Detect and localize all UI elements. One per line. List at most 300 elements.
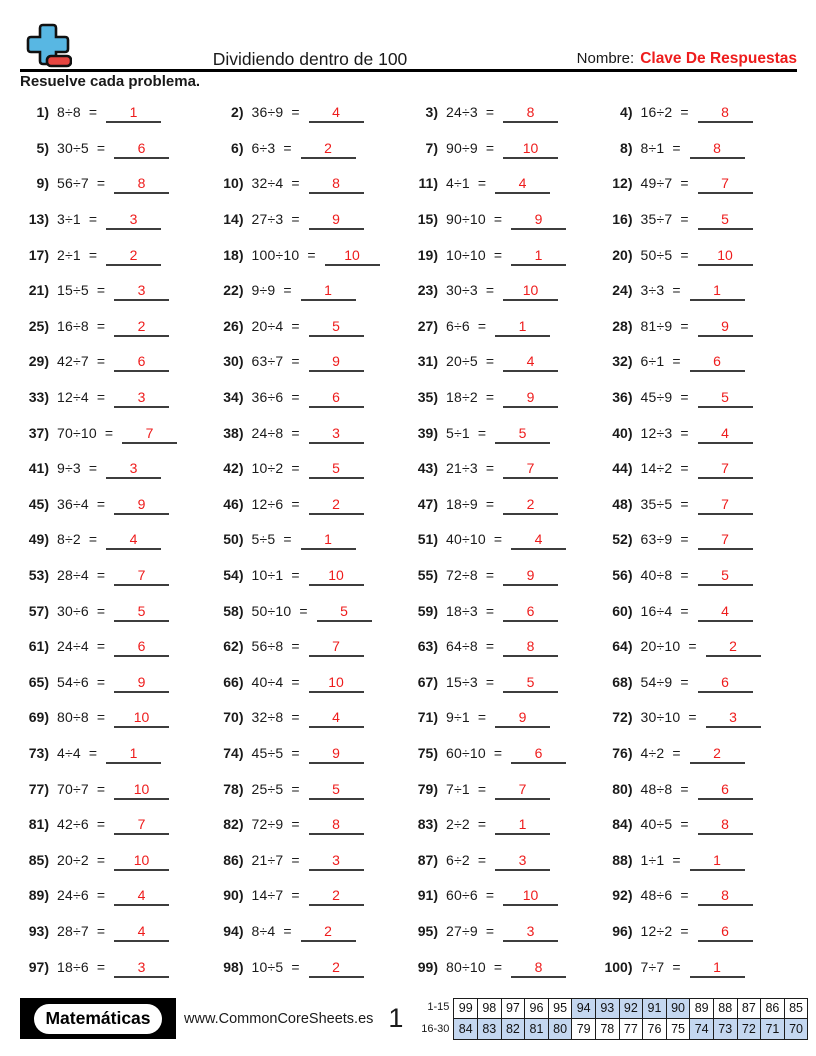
problem-number: 79) — [417, 780, 438, 797]
footer — [20, 997, 808, 1040]
score-cell: 74 — [690, 1019, 714, 1040]
score-cell: 82 — [501, 1019, 525, 1040]
problem-number: 61) — [28, 638, 49, 655]
answer-blank — [106, 531, 161, 550]
answer-blank — [309, 959, 364, 978]
problem-expression: 10÷1 — [251, 567, 284, 584]
problem-number: 52) — [612, 531, 633, 548]
score-table-body — [454, 998, 808, 1039]
answer-value: 7 — [721, 460, 729, 477]
equals-sign: = — [96, 175, 106, 192]
answer-blank — [114, 781, 169, 800]
name-row — [577, 50, 797, 68]
problem-expression: 32÷4 — [251, 175, 284, 192]
problem-item — [215, 175, 410, 194]
equals-sign: = — [485, 389, 495, 406]
answer-blank — [325, 247, 380, 266]
problem-item — [215, 531, 410, 550]
equals-sign: = — [485, 602, 495, 619]
answer-blank — [495, 781, 550, 800]
answer-blank — [106, 104, 161, 123]
answer-value: 7 — [721, 495, 729, 512]
problem-number: 12) — [612, 175, 633, 192]
answer-value: 3 — [129, 211, 138, 228]
problem-number: 37) — [28, 424, 49, 441]
equals-sign: = — [477, 175, 487, 192]
equals-sign: = — [680, 816, 689, 833]
answer-blank — [495, 709, 550, 728]
problem-item — [215, 638, 410, 657]
score-cell: 87 — [737, 998, 761, 1019]
answer-value: 3 — [518, 851, 527, 868]
answer-value: 9 — [332, 353, 340, 370]
score-cell: 99 — [454, 998, 478, 1019]
problem-expression: 5÷1 — [446, 424, 470, 441]
problem-expression: 45÷5 — [251, 744, 284, 761]
answer-value: 5 — [518, 424, 527, 441]
score-cell: 77 — [619, 1019, 643, 1040]
problem-number: 8) — [620, 139, 633, 156]
equals-sign: = — [96, 887, 106, 904]
equals-sign: = — [88, 104, 98, 121]
answer-value: 8 — [534, 958, 543, 975]
answer-value: 3 — [526, 922, 535, 939]
problem-expression: 20÷5 — [446, 353, 478, 370]
answer-value: 10 — [522, 282, 539, 299]
answer-value: 1 — [518, 317, 527, 334]
equals-sign: = — [291, 495, 300, 512]
problem-number: 15) — [417, 211, 438, 228]
equals-sign: = — [485, 104, 495, 121]
equals-sign: = — [680, 424, 689, 441]
problem-item — [215, 104, 410, 123]
equals-sign: = — [96, 389, 106, 406]
answer-value: 8 — [332, 816, 340, 833]
problem-item — [20, 425, 215, 444]
answer-value: 6 — [137, 139, 146, 156]
problem-item — [20, 140, 215, 159]
problem-number: 50) — [223, 531, 244, 548]
problem-expression: 63÷7 — [251, 353, 284, 370]
score-cell: 75 — [666, 1019, 690, 1040]
problem-item — [604, 745, 799, 764]
problem-item — [215, 959, 410, 978]
answer-value: 3 — [137, 282, 146, 299]
equals-sign: = — [291, 317, 300, 334]
answer-blank — [698, 674, 753, 693]
answer-value: 4 — [332, 104, 340, 121]
problem-expression: 4÷4 — [57, 744, 81, 761]
problem-number: 62) — [223, 638, 244, 655]
problem-expression: 70÷7 — [57, 780, 89, 797]
equals-sign: = — [291, 816, 300, 833]
equals-sign: = — [291, 709, 300, 726]
problem-item — [20, 959, 215, 978]
problem-expression: 40÷4 — [251, 673, 284, 690]
answer-blank — [698, 318, 753, 337]
problem-item — [20, 852, 215, 871]
answer-value: 6 — [721, 780, 729, 797]
answer-blank — [698, 816, 753, 835]
problem-number: 98) — [223, 958, 244, 975]
answer-value: 10 — [133, 851, 150, 868]
answer-blank — [511, 959, 566, 978]
problem-item — [409, 745, 604, 764]
problem-number: 30) — [223, 353, 244, 370]
problem-number: 7) — [425, 139, 438, 156]
problem-number: 81) — [28, 816, 49, 833]
problem-number: 56) — [612, 567, 633, 584]
equals-sign: = — [680, 673, 689, 690]
problem-expression: 24÷8 — [251, 424, 284, 441]
answer-blank — [698, 496, 753, 515]
problem-number: 27) — [417, 317, 438, 334]
problem-number: 33) — [28, 389, 49, 406]
score-cell: 73 — [713, 1019, 737, 1040]
equals-sign: = — [307, 246, 316, 263]
problem-number: 71) — [417, 709, 438, 726]
equals-sign: = — [493, 958, 503, 975]
equals-sign: = — [96, 780, 106, 797]
problem-number: 14) — [223, 211, 244, 228]
equals-sign: = — [96, 922, 106, 939]
problem-number: 23) — [417, 282, 438, 299]
equals-sign: = — [672, 353, 681, 370]
problem-item — [20, 353, 215, 372]
answer-blank — [309, 816, 364, 835]
equals-sign: = — [493, 211, 503, 228]
problem-item — [20, 923, 215, 942]
answer-blank — [309, 567, 364, 586]
answer-blank — [309, 318, 364, 337]
problem-expression: 18÷6 — [57, 958, 89, 975]
answer-blank — [301, 923, 356, 942]
answer-value: 1 — [534, 246, 543, 263]
problem-item — [215, 282, 410, 301]
problem-item — [409, 638, 604, 657]
answer-value: 4 — [137, 922, 146, 939]
problem-number: 53) — [28, 567, 49, 584]
problem-expression: 12÷3 — [640, 424, 673, 441]
equals-sign: = — [88, 744, 98, 761]
answer-value: 4 — [137, 887, 146, 904]
answer-value: 9 — [534, 211, 543, 228]
equals-sign: = — [283, 282, 292, 299]
equals-sign: = — [477, 780, 487, 797]
problem-item — [215, 389, 410, 408]
problem-number: 64) — [612, 638, 633, 655]
equals-sign: = — [291, 638, 300, 655]
answer-value: 5 — [721, 567, 729, 584]
problem-number: 24) — [612, 282, 633, 299]
answer-value: 1 — [129, 104, 138, 121]
answer-blank — [698, 887, 753, 906]
answer-value: 9 — [137, 495, 146, 512]
problem-item — [215, 460, 410, 479]
problem-item — [215, 353, 410, 372]
answer-blank — [114, 353, 169, 372]
answer-value: 5 — [137, 602, 146, 619]
problem-item — [409, 816, 604, 835]
problem-item — [215, 852, 410, 871]
answer-value: 4 — [526, 353, 535, 370]
problem-number: 51) — [417, 531, 438, 548]
answer-blank — [511, 531, 566, 550]
equals-sign: = — [88, 460, 98, 477]
answer-value: 10 — [717, 246, 733, 263]
answer-blank — [114, 709, 169, 728]
answer-value: 10 — [133, 709, 150, 726]
problem-item — [604, 959, 799, 978]
equals-sign: = — [680, 531, 689, 548]
equals-sign: = — [485, 638, 495, 655]
problem-expression: 9÷3 — [57, 460, 81, 477]
score-cell: 96 — [525, 998, 549, 1019]
answer-value: 2 — [324, 922, 332, 939]
problem-number: 43) — [417, 460, 438, 477]
answer-value: 7 — [145, 424, 154, 441]
problem-item — [20, 781, 215, 800]
problem-item — [604, 781, 799, 800]
problem-item — [215, 674, 410, 693]
answer-blank — [503, 674, 558, 693]
equals-sign: = — [291, 780, 300, 797]
equals-sign: = — [672, 139, 681, 156]
equals-sign: = — [485, 567, 495, 584]
score-cell: 94 — [572, 998, 596, 1019]
equals-sign: = — [291, 424, 300, 441]
problem-number: 86) — [223, 851, 244, 868]
problems-grid — [20, 96, 798, 986]
header — [20, 0, 797, 72]
answer-value: 7 — [137, 816, 146, 833]
equals-sign: = — [493, 531, 503, 548]
problem-item — [409, 175, 604, 194]
equals-sign: = — [291, 567, 300, 584]
problem-expression: 6÷1 — [640, 353, 665, 370]
equals-sign: = — [291, 460, 300, 477]
answer-blank — [495, 175, 550, 194]
problem-expression: 10÷5 — [251, 958, 284, 975]
problem-expression: 18÷3 — [446, 602, 478, 619]
problem-item — [409, 674, 604, 693]
problem-number: 13) — [28, 211, 49, 228]
answer-blank — [511, 247, 566, 266]
problem-item — [604, 318, 799, 337]
problem-expression: 35÷5 — [640, 495, 673, 512]
score-cell: 83 — [478, 1019, 502, 1040]
answer-blank — [690, 745, 745, 764]
problem-item — [215, 745, 410, 764]
problem-expression: 45÷9 — [640, 389, 673, 406]
problem-expression: 4÷1 — [446, 175, 470, 192]
score-cell: 70 — [784, 1019, 808, 1040]
problem-number: 96) — [612, 922, 633, 939]
problem-number: 46) — [223, 495, 244, 512]
score-cell: 97 — [501, 998, 525, 1019]
brand-box — [20, 998, 176, 1039]
problem-number: 66) — [223, 673, 244, 690]
problem-number: 5) — [36, 139, 49, 156]
answer-blank — [301, 282, 356, 301]
problem-number: 54) — [223, 567, 244, 584]
problem-item — [409, 389, 604, 408]
answer-blank — [690, 282, 745, 301]
problem-item — [20, 389, 215, 408]
problem-expression: 36÷4 — [57, 495, 89, 512]
problem-item — [409, 496, 604, 515]
score-cell: 95 — [548, 998, 572, 1019]
problem-item — [604, 531, 799, 550]
problem-expression: 6÷2 — [446, 851, 470, 868]
problem-number: 78) — [223, 780, 244, 797]
equals-sign: = — [96, 282, 106, 299]
problem-expression: 20÷10 — [640, 638, 681, 655]
problem-number: 31) — [417, 353, 438, 370]
problem-number: 35) — [417, 389, 438, 406]
problem-item — [20, 460, 215, 479]
equals-sign: = — [477, 317, 487, 334]
problem-item — [20, 175, 215, 194]
problem-item — [20, 104, 215, 123]
answer-value: 4 — [534, 531, 543, 548]
problem-number: 100) — [604, 958, 633, 975]
problem-expression: 7÷7 — [640, 958, 665, 975]
answer-value: 2 — [137, 317, 146, 334]
answer-value: 7 — [721, 175, 729, 192]
problem-item — [409, 353, 604, 372]
answer-blank — [309, 425, 364, 444]
problem-item — [215, 709, 410, 728]
equals-sign: = — [680, 495, 689, 512]
answer-value: 9 — [518, 709, 527, 726]
problem-expression: 2÷1 — [57, 246, 81, 263]
problem-expression: 6÷3 — [251, 139, 276, 156]
problem-expression: 1÷1 — [640, 851, 665, 868]
answer-value: 2 — [129, 246, 138, 263]
answer-value: 10 — [522, 887, 539, 904]
answer-value: 6 — [137, 353, 146, 370]
problem-expression: 50÷5 — [640, 246, 673, 263]
score-cell: 84 — [454, 1019, 478, 1040]
answer-blank — [690, 353, 745, 372]
problem-item — [409, 959, 604, 978]
equals-sign: = — [283, 139, 292, 156]
problem-number: 63) — [417, 638, 438, 655]
answer-value: 9 — [332, 211, 340, 228]
problem-item — [20, 531, 215, 550]
score-labels — [413, 997, 449, 1040]
answer-blank — [309, 674, 364, 693]
problem-expression: 48÷8 — [640, 780, 673, 797]
answer-blank — [698, 923, 753, 942]
answer-blank — [495, 852, 550, 871]
score-cell: 71 — [761, 1019, 785, 1040]
problem-expression: 16÷8 — [57, 317, 89, 334]
problem-number: 84) — [612, 816, 633, 833]
equals-sign: = — [96, 709, 106, 726]
equals-sign: = — [283, 922, 292, 939]
problem-expression: 24÷4 — [57, 638, 89, 655]
score-cell: 90 — [666, 998, 690, 1019]
problem-item — [604, 674, 799, 693]
answer-blank — [690, 140, 745, 159]
problem-expression: 80÷8 — [57, 709, 89, 726]
problem-item — [604, 638, 799, 657]
name-label: Nombre: — [576, 50, 635, 67]
problem-number: 3) — [425, 104, 438, 121]
problem-expression: 4÷2 — [640, 744, 665, 761]
answer-blank — [301, 140, 356, 159]
problem-item — [604, 923, 799, 942]
equals-sign: = — [680, 887, 689, 904]
problem-item — [20, 745, 215, 764]
answer-blank — [114, 638, 169, 657]
equals-sign: = — [485, 353, 495, 370]
answer-blank — [114, 567, 169, 586]
answer-blank — [106, 211, 161, 230]
equals-sign: = — [283, 531, 292, 548]
answer-blank — [698, 389, 753, 408]
problem-expression: 21÷3 — [446, 460, 478, 477]
problem-expression: 40÷8 — [640, 567, 673, 584]
answer-value: 10 — [328, 673, 344, 690]
problem-expression: 10÷2 — [251, 460, 284, 477]
answer-blank — [114, 282, 169, 301]
answer-blank — [698, 603, 753, 622]
problem-number: 16) — [612, 211, 633, 228]
problem-item — [604, 852, 799, 871]
equals-sign: = — [493, 246, 503, 263]
problem-expression: 35÷7 — [640, 211, 673, 228]
problem-item — [215, 887, 410, 906]
problem-expression: 20÷2 — [57, 851, 89, 868]
answer-value: 8 — [526, 104, 535, 121]
problem-expression: 54÷6 — [57, 673, 89, 690]
answer-blank — [309, 745, 364, 764]
problem-expression: 30÷6 — [57, 602, 89, 619]
problem-expression: 80÷10 — [446, 958, 486, 975]
problem-expression: 54÷9 — [640, 673, 673, 690]
problem-item — [604, 709, 799, 728]
problem-number: 9) — [36, 175, 49, 192]
problem-number: 77) — [28, 780, 49, 797]
problem-item — [215, 781, 410, 800]
equals-sign: = — [96, 602, 106, 619]
answer-blank — [122, 425, 177, 444]
problem-item — [409, 104, 604, 123]
answer-value: 7 — [332, 638, 340, 655]
answer-blank — [309, 496, 364, 515]
problem-expression: 14÷7 — [251, 887, 284, 904]
equals-sign: = — [688, 709, 697, 726]
equals-sign: = — [680, 211, 689, 228]
score-cell: 76 — [643, 1019, 667, 1040]
answer-value: 8 — [713, 139, 721, 156]
problem-item — [604, 282, 799, 301]
problem-number: 40) — [612, 424, 633, 441]
problem-number: 74) — [223, 744, 244, 761]
problem-number: 92) — [612, 887, 633, 904]
problem-expression: 6÷6 — [446, 317, 470, 334]
problem-item — [215, 247, 410, 266]
answer-key-label: Clave De Respuestas — [640, 50, 797, 67]
equals-sign: = — [291, 887, 300, 904]
answer-value: 5 — [340, 602, 348, 619]
score-cell: 91 — [643, 998, 667, 1019]
problem-number: 95) — [417, 922, 438, 939]
problem-expression: 8÷2 — [57, 531, 81, 548]
